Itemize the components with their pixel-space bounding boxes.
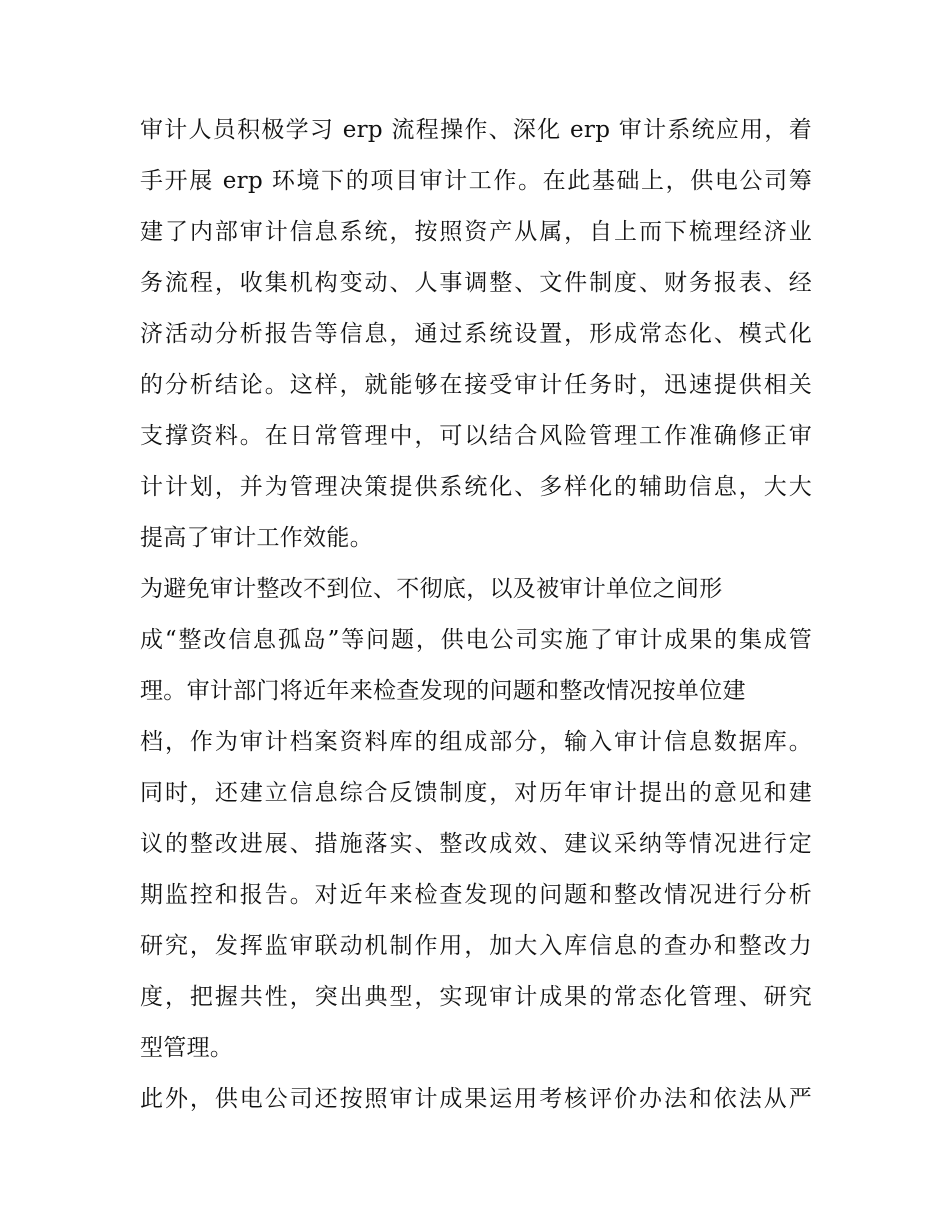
document-body	[140, 105, 812, 1125]
text-line: 审计人员积极学习 erp 流程操作、深化 erp 审计系统应用，着	[140, 117, 812, 143]
text-line: 提高了审计工作效能。	[140, 525, 373, 551]
paragraph-erp-audit	[140, 105, 812, 564]
text-line: 研究，发挥监审联动机制作用，加大入库信息的查办和整改力	[140, 933, 812, 959]
text-line: 期监控和报告。对近年来检查发现的问题和整改情况进行分析	[140, 882, 812, 908]
paragraph-additionally	[140, 1074, 812, 1125]
text-line: 度，把握共性，突出典型，实现审计成果的常态化管理、研究	[140, 984, 812, 1010]
text-line: 计计划，并为管理决策提供系统化、多样化的辅助信息，大大	[140, 474, 812, 500]
text-line: 议的整改进展、措施落实、整改成效、建议采纳等情况进行定	[140, 831, 812, 857]
text-line: 支撑资料。在日常管理中，可以结合风险管理工作准确修正审	[140, 423, 812, 449]
text-line: 手开展 erp 环境下的项目审计工作。在此基础上，供电公司筹	[140, 168, 812, 194]
text-line: 务流程，收集机构变动、人事调整、文件制度、财务报表、经	[140, 270, 812, 296]
text-line: 的分析结论。这样，就能够在接受审计任务时，迅速提供相关	[140, 372, 812, 398]
text-line: 此外，供电公司还按照审计成果运用考核评价办法和依法从严	[140, 1086, 812, 1112]
text-line: 为避免审计整改不到位、不彻底，以及被审计单位之间形	[140, 576, 723, 602]
text-line: 成“整改信息孤岛”等问题，供电公司实施了审计成果的集成管	[140, 627, 812, 653]
text-line: 理。审计部门将近年来检查发现的问题和整改情况按单位建	[140, 678, 746, 704]
paragraph-rectification	[140, 564, 812, 1074]
text-line: 档，作为审计档案资料库的组成部分，输入审计信息数据库。	[140, 729, 812, 755]
text-line: 型管理。	[140, 1035, 234, 1061]
text-line: 同时，还建立信息综合反馈制度，对历年审计提出的意见和建	[140, 780, 812, 806]
text-line: 建了内部审计信息系统，按照资产从属，自上而下梳理经济业	[140, 219, 812, 245]
text-line: 济活动分析报告等信息，通过系统设置，形成常态化、模式化	[140, 321, 812, 347]
